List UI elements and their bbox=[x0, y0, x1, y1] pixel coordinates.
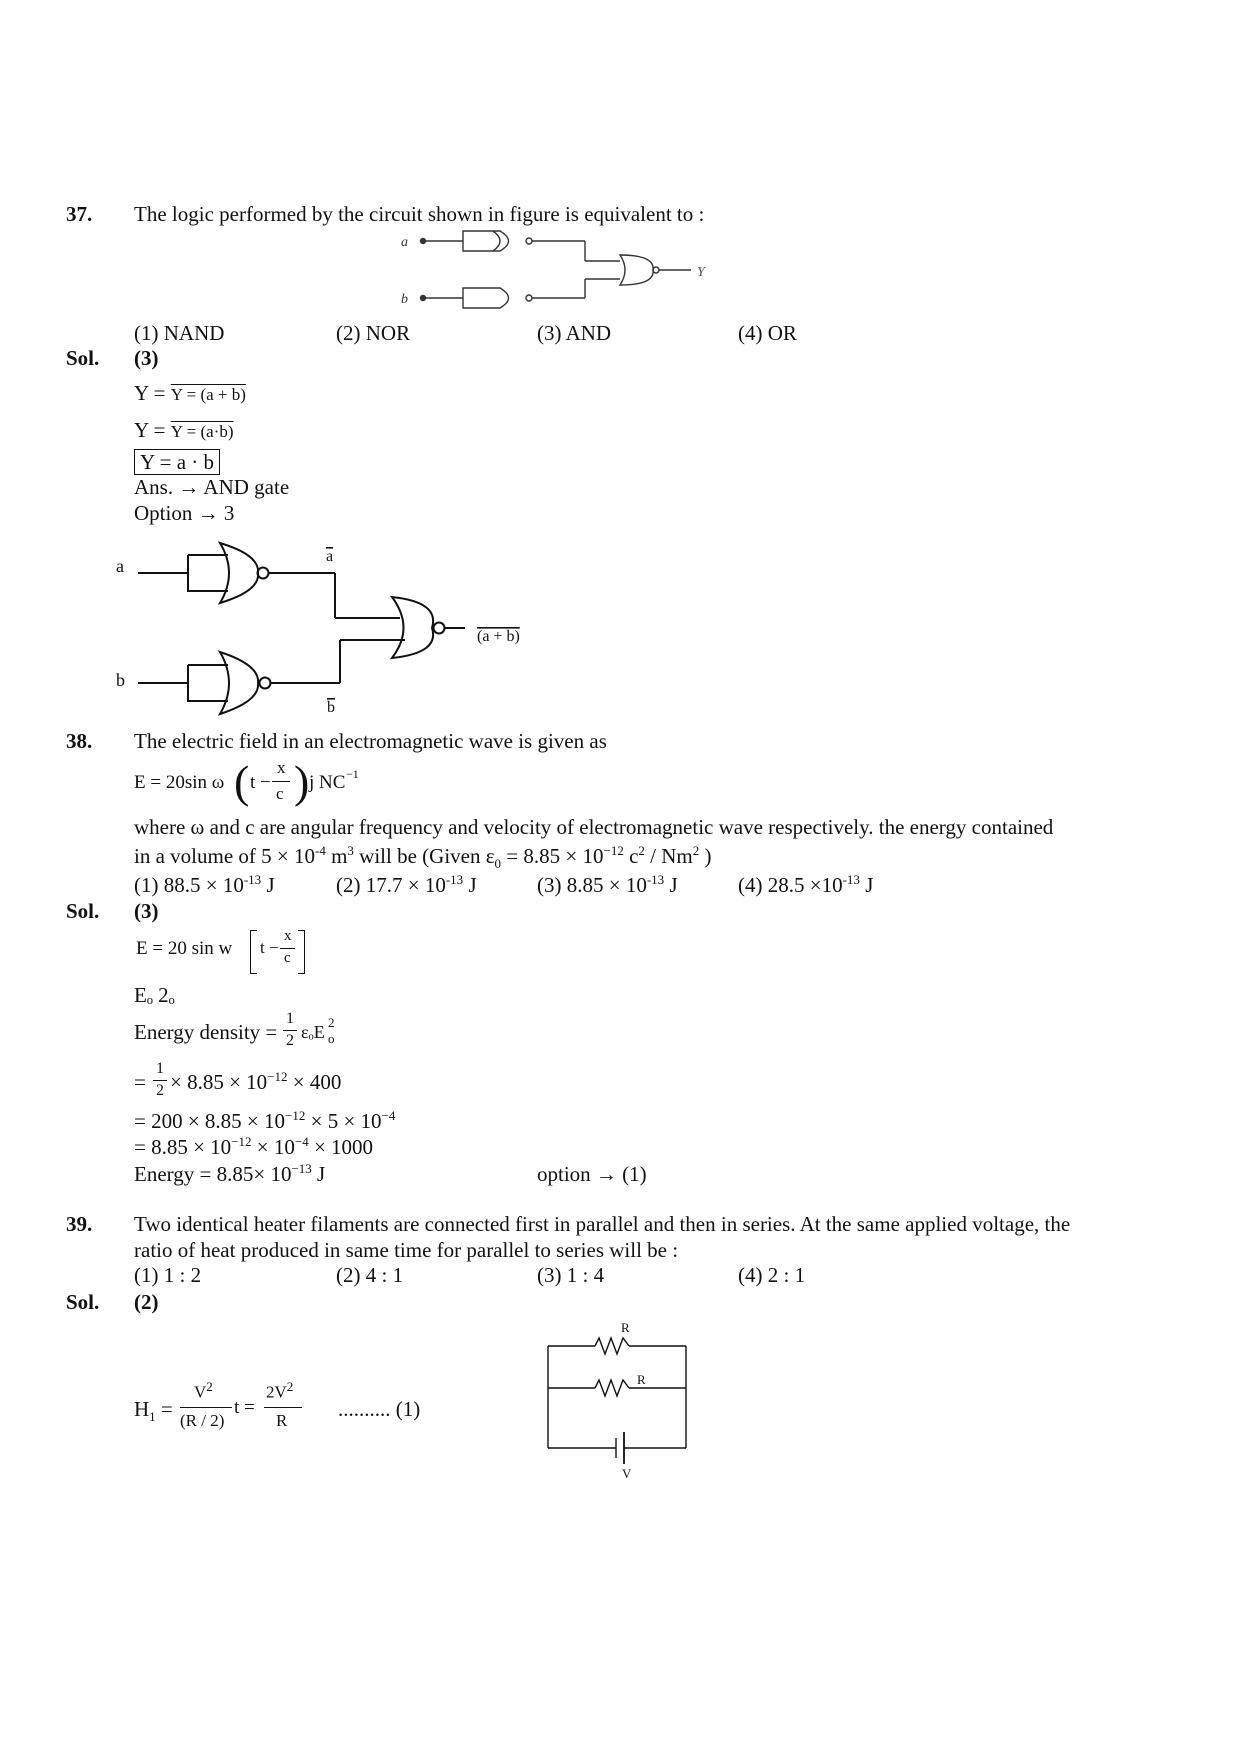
q37-bottom-nor-gate bbox=[463, 288, 509, 308]
q37-sol-line1: Y = Y = (a + b) bbox=[134, 381, 246, 405]
sol-fig-label-a: a bbox=[116, 556, 124, 576]
sol-top-nor-gate bbox=[220, 543, 258, 603]
q38-where-line: where ω and c are angular frequency and velocity of electromagnetic wave respectively. the energy contained bbox=[134, 815, 1054, 839]
q37-option-2: (2) NOR bbox=[336, 321, 411, 345]
q39-answer: (2) bbox=[134, 1290, 159, 1314]
q38-energy-result: Energy = $8.85\times 10^{-13}$ J bbox=[134, 1161, 326, 1186]
q37-top-nor-gate bbox=[463, 231, 509, 251]
q37-option-4: (4) OR bbox=[738, 321, 797, 345]
q38-option-3: (3) $8.85 \times 10^{-13}$ J bbox=[537, 872, 678, 897]
q38-text: The electric field in an electromagnetic wave is given as bbox=[134, 729, 607, 753]
q39-number: 39. bbox=[66, 1212, 93, 1236]
q37-fig-label-a: a bbox=[401, 235, 408, 250]
q37-number: 37. bbox=[66, 202, 93, 226]
q39-resistor-2 bbox=[595, 1380, 629, 1396]
q37-solution-circuit bbox=[110, 540, 550, 720]
sol-fig-label-bbar: b bbox=[327, 699, 335, 716]
q38-sol-label: Sol. bbox=[66, 899, 100, 923]
q39-circuit-figure bbox=[540, 1318, 700, 1483]
q39-fig-label-r1: R bbox=[621, 1320, 630, 1335]
q37-boxed-result: Y = a · b bbox=[134, 449, 220, 475]
q37-option-line: Option → 3 bbox=[134, 501, 235, 525]
q38-step2: = $200 \times 8.85 \times 10^{-12} \times 5 \times 10^{-4}$ bbox=[134, 1108, 396, 1133]
q39-option-4: (4) 2 : 1 bbox=[738, 1263, 806, 1287]
q38-number: 38. bbox=[66, 729, 93, 753]
q37-fig-label-b: b bbox=[401, 292, 408, 307]
q37-ans-line: Ans. → AND gate bbox=[134, 475, 290, 499]
q37-answer: (3) bbox=[134, 346, 159, 370]
q37-text: The logic performed by the circuit shown in figure is equivalent to : bbox=[134, 202, 705, 226]
q38-volume-line: in a volume of $5 \times 10^{-4}$ $m^3$ will be (Given $\varepsilon_0 = 8.85 \times 10^{-12}$ $c^2 / Nm^2$ ) bbox=[134, 843, 712, 872]
sol-fig-label-b: b bbox=[116, 670, 125, 690]
q38-option-result: option → (1) bbox=[537, 1162, 647, 1186]
q38-option-2: (2) $17.7 \times 10^{-13}$ J bbox=[336, 872, 477, 897]
q38-step3: = $8.85 \times 10^{-12} \times 10^{-4} \times 1000$ bbox=[134, 1134, 374, 1159]
q39-text-line1: Two identical heater filaments are connected first in parallel and then in series. At the same applied voltage, the bbox=[134, 1212, 1071, 1236]
q39-resistor-1 bbox=[595, 1338, 629, 1354]
q39-fig-label-r2: R bbox=[637, 1372, 646, 1387]
q39-option-2: (2) 4 : 1 bbox=[336, 1263, 404, 1287]
sol-output-nor-gate bbox=[392, 597, 433, 658]
q37-circuit-figure bbox=[395, 222, 725, 312]
q39-sol-label: Sol. bbox=[66, 1290, 100, 1314]
q37-sol-label: Sol. bbox=[66, 346, 100, 370]
q38-option-4: (4) $28.5 \times 10^{-13}$ J bbox=[738, 872, 874, 897]
q37-fig-label-y: Y bbox=[697, 265, 705, 280]
q39-fig-label-v: V bbox=[622, 1466, 632, 1481]
q37-option-3: (3) AND bbox=[537, 321, 612, 345]
q38-e0-line: Eₒ 2ₒ bbox=[134, 983, 175, 1007]
q37-output-nor-gate bbox=[620, 255, 653, 285]
q39-option-3: (3) 1 : 4 bbox=[537, 1263, 605, 1287]
sol-fig-label-abar: a bbox=[326, 548, 334, 565]
sol-top-gate-body bbox=[188, 555, 228, 591]
q39-option-1: (1) 1 : 2 bbox=[134, 1263, 202, 1287]
sol-bottom-nor-gate bbox=[220, 652, 258, 714]
q38-answer: (3) bbox=[134, 899, 159, 923]
q37-option-1: (1) NAND bbox=[134, 321, 225, 345]
q39-text-line2: ratio of heat produced in same time for parallel to series will be : bbox=[134, 1238, 679, 1262]
q37-sol-line2: Y = Y = (a·b) bbox=[134, 418, 234, 442]
q38-option-1: (1) $88.5 \times 10^{-13}$ J bbox=[134, 872, 275, 897]
sol-fig-label-output: (a + b) bbox=[477, 628, 520, 645]
